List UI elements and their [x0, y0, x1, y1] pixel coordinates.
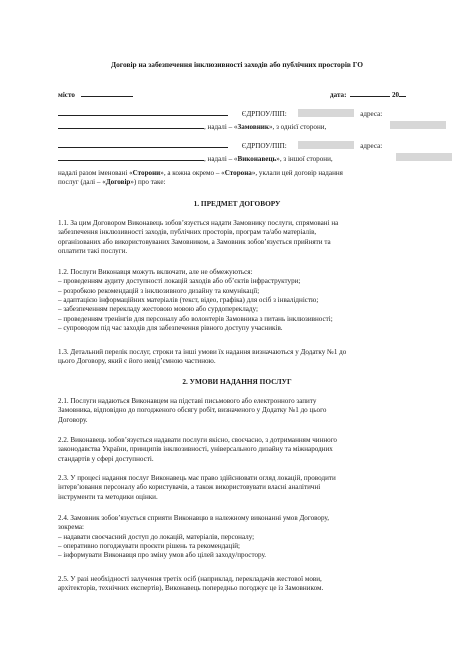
list-item: – оперативно погоджувати проєкти рішень та рекомендацій;: [58, 542, 240, 551]
list-item: – інформувати Виконавця про зміну умов або цілей заходу/простору.: [58, 551, 267, 560]
section-2-heading: 2. УМОВИ НАДАННЯ ПОСЛУГ: [182, 377, 292, 386]
city-label: місто: [58, 91, 75, 99]
party1-edrpou-label: ЄДРПОУ/ПІП:: [241, 110, 287, 118]
list-item: – проведенням тренінгів для персоналу або волонтерів Замовника з питань інклюзивності;: [58, 314, 333, 323]
paragraph-1-1: 1.1. За цим Договором Виконавець зобов’язується надати Замовнику послуги, спрямовані на забезпечення інклюзивності заходів, публічних просторів, програм та/або матеріалів, організованих або використовуваних Замовником, а Замовник зобов’язується прийняти та оплатити такі послуги.: [58, 219, 339, 256]
party1-row2: [58, 121, 446, 132]
date-line: [330, 89, 406, 100]
date-label: дата:: [330, 91, 347, 99]
paragraph-1-2: 1.2. Послуги Виконавця можуть включати, але не обмежуються: – проведенням аудиту доступності локацій заходів або об’єктів інфраструктури; – розробкою рекомендацій з інклюзивного дизайну та комунікації; – адаптацією інформаційних матеріалів (текст, відео, графіка) для осіб з інвалідністю; – забезпеченням перекладу жестовою мовою або сурдоперекладу; – проведенням тренінгів для персоналу або волонтерів Замовника з питань інклюзивності; – супроводом під час заходів для забезпечення рівного доступу учасників.: [58, 268, 417, 334]
party2-role-text: , надалі – «: [204, 155, 238, 163]
list-item: – розробкою рекомендацій з інклюзивного дизайну та комунікації;: [58, 286, 260, 295]
document-title: Договір на забезпечення інклюзивності заходів або публічних просторів ГО: [111, 60, 363, 69]
party2-name-blank[interactable]: [58, 140, 228, 148]
party1-edrpou-field[interactable]: [298, 109, 354, 117]
paragraph-2-2: 2.2. Виконавець зобов’язується надавати послуги якісно, своєчасно, з дотриманням чинного законодавства України, принципів інклюзивності, універсального дизайну та міжнародних стандартів у сфері доступності.: [58, 436, 337, 463]
paragraph-2-4: 2.4. Замовник зобов’язується сприяти Виконавцю в належному виконанні умов Договору, зокрема: – надавати своєчасний доступ до локацій, матеріалів, персоналу; – оперативно погоджувати проєкти рішень та рекомендацій; – інформувати Виконавця про зміну умов або цілей заходу/простору.: [58, 514, 417, 561]
list-item: – забезпеченням перекладу жестовою мовою або сурдоперекладу;: [58, 305, 258, 314]
list-item: – надавати своєчасний доступ до локацій, матеріалів, персоналу;: [58, 532, 255, 541]
party1-role-name: Замовник: [237, 123, 269, 131]
city-blank[interactable]: [81, 89, 133, 97]
party2-row2: [58, 153, 452, 164]
party1-name-blank-2[interactable]: [58, 121, 204, 129]
paragraph-2-3: 2.3. У процесі надання послуг Виконавець має право здійснювати огляд локацій, проводити інтерв’ювання персоналу або користувачів, а також використовувати власні аналітичні інструменти та методики оцінки.: [58, 474, 336, 501]
party2-role-tail: », з іншої сторони,: [276, 155, 333, 163]
year-blank[interactable]: [399, 89, 406, 97]
list-item: – проведенням аудиту доступності локацій заходів або об’єктів інфраструктури;: [58, 277, 301, 286]
intro-paragraph: надалі разом іменовані «Сторони», а кожна окремо – «Сторона», уклали цей договір надання послуг (далі – «Договір») про таке:: [58, 169, 343, 187]
paragraph-2-5: 2.5. У разі необхідності залучення третіх осіб (наприклад, перекладачів жестової мови, архітекторів, технічних експертів), Виконавець попередньо погоджує це із Замовником.: [58, 575, 324, 593]
party2-name-blank-2[interactable]: [58, 153, 204, 161]
paragraph-1-3: 1.3. Детальний перелік послуг, строки та інші умови їх надання визначаються у Додатку №1 до цього Договору, який є його невід’ємною частиною.: [58, 348, 347, 366]
party2-address-field[interactable]: [396, 153, 452, 161]
paragraph-2-1: 2.1. Послуги надаються Виконавцем на підставі письмового або електронного запиту Замовника, відповідно до погодженого обсягу робіт, визначеного у Додатку №1 до цього Договору.: [58, 397, 327, 424]
section-1-heading: 1. ПРЕДМЕТ ДОГОВОРУ: [193, 199, 281, 208]
party1-address-label: адреса:: [360, 110, 383, 118]
city-line: [58, 89, 133, 100]
year-prefix: 20: [392, 91, 400, 99]
party1-name-blank[interactable]: [58, 108, 228, 116]
party1-role-text: , надалі – «: [204, 123, 238, 131]
list-item: – супроводом під час заходів для забезпечення рівного доступу учасників.: [58, 324, 283, 333]
party2-edrpou-field[interactable]: [298, 141, 354, 149]
party2-role-name: Виконавець: [237, 155, 277, 163]
party1-address-field[interactable]: [390, 121, 446, 129]
party2-row1: [58, 140, 382, 151]
party2-address-label: адреса:: [360, 142, 383, 150]
party1-role-tail: », з однієї сторони,: [268, 123, 327, 131]
date-blank[interactable]: [350, 89, 390, 97]
party2-edrpou-label: ЄДРПОУ/ПІП:: [241, 142, 287, 150]
party1-row1: [58, 108, 382, 119]
list-item: – адаптацією інформаційних матеріалів (текст, відео, графіка) для осіб з інвалідністю;: [58, 296, 319, 305]
